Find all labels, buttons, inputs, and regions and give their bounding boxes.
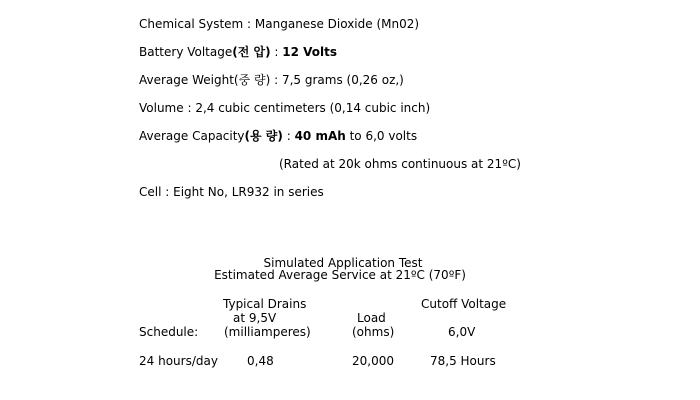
cutoff-voltage-header: Cutoff Voltage: [421, 297, 507, 311]
battery-voltage-value: 12 Volts: [282, 45, 338, 59]
application-test-title: Simulated Application Test: [263, 256, 423, 270]
service-hours-value: 78,5 Hours: [430, 354, 496, 368]
load-unit-header: (ohms): [352, 325, 395, 339]
volume-line: [139, 101, 430, 115]
chemical-system-value: Manganese Dioxide (Mn02): [254, 17, 420, 31]
volume-label: Volume :: [139, 101, 196, 115]
average-capacity-line: [139, 129, 417, 143]
average-capacity-korean-label: (용 량): [244, 129, 283, 143]
rating-note: (Rated at 20k ohms continuous at 21ºC): [279, 157, 521, 171]
schedule-value: 24 hours/day: [139, 354, 218, 368]
average-capacity-voltage: to 6,0 volts: [345, 129, 418, 143]
chemical-system-line: [139, 17, 419, 31]
cell-label: Cell :: [139, 185, 174, 199]
average-capacity-separator: :: [282, 129, 295, 143]
battery-voltage-korean-label: (전 압): [232, 45, 271, 59]
load-header: Load: [357, 311, 386, 325]
schedule-header: Schedule:: [139, 325, 199, 339]
average-capacity-value: 40 mAh: [294, 129, 346, 143]
cutoff-voltage-value-header: 6,0V: [448, 325, 476, 339]
cell-value: Eight No, LR932 in series: [173, 185, 324, 199]
volume-value: 2,4 cubic centimeters (0,14 cubic inch): [195, 101, 431, 115]
drain-value: 0,48: [247, 354, 274, 368]
typical-drains-header: Typical Drains: [223, 297, 307, 311]
load-value: 20,000: [352, 354, 394, 368]
chemical-system-label: Chemical System :: [139, 17, 255, 31]
average-weight-separator: :: [270, 73, 282, 87]
battery-voltage-separator: :: [270, 45, 283, 59]
average-weight-line: [139, 73, 404, 87]
average-weight-value: 7,5 grams (0,26 oz,): [281, 73, 404, 87]
cell-line: [139, 185, 324, 199]
typical-drains-voltage-header: at 9,5V: [233, 311, 277, 325]
application-test-subtitle: Estimated Average Service at 21ºC (70ºF): [214, 268, 466, 282]
average-weight-korean-label: (중 량): [233, 73, 271, 87]
battery-voltage-label: Battery Voltage: [139, 45, 233, 59]
battery-voltage-line: [139, 45, 337, 59]
typical-drains-unit-header: (milliamperes): [224, 325, 311, 339]
average-capacity-label: Average Capacity: [139, 129, 245, 143]
average-weight-label: Average Weight: [139, 73, 234, 87]
